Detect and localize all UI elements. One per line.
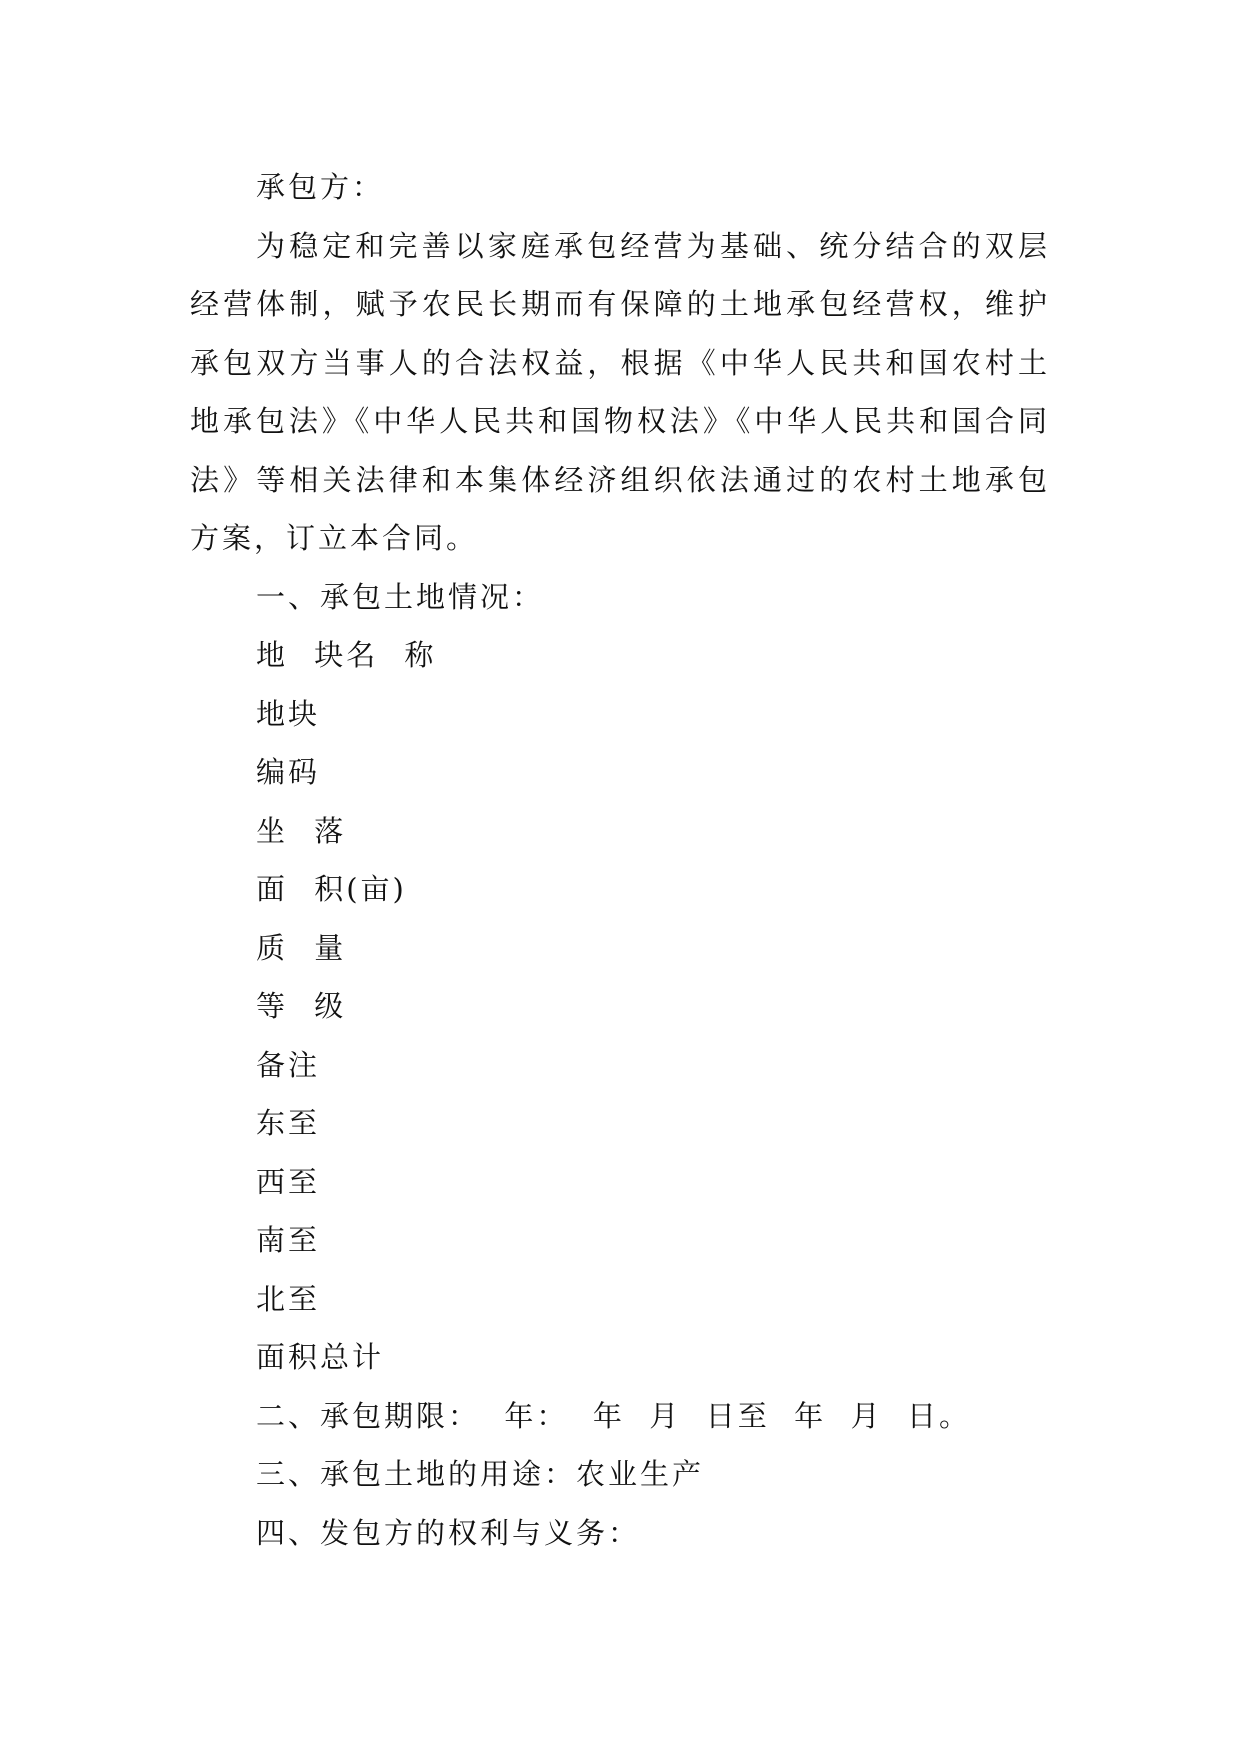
field-area: 面 积(亩) bbox=[256, 872, 407, 906]
section-2-term: 二、承包期限： 年： 年 月 日至 年 月 日。 bbox=[256, 1398, 972, 1433]
section-1-heading: 一、承包土地情况： bbox=[256, 579, 545, 614]
section-3-usage: 三、承包土地的用途：农业生产 bbox=[256, 1457, 705, 1491]
field-code: 编码 bbox=[256, 755, 321, 789]
field-north-boundary: 北至 bbox=[256, 1281, 321, 1316]
field-east-boundary: 东至 bbox=[256, 1106, 321, 1140]
field-grade: 等 级 bbox=[256, 989, 347, 1023]
field-remarks: 备注 bbox=[256, 1047, 321, 1082]
preamble-paragraph: 为稳定和完善以家庭承包经营为基础、统分结合的双层经营体制，赋予农民长期而有保障的土地承包经营权，维护承包双方当事人的合法权益，根据《中华人民共和国农村土地承包法》《中华人民共和国物权法》《中华人民共和国合同法》等相关法律和本集体经济组织依法通过的农村土地承包方案，订立本合同。 bbox=[190, 228, 1050, 555]
field-quality: 质 量 bbox=[256, 930, 347, 965]
contractor-label: 承包方： bbox=[256, 170, 385, 204]
field-plot-name: 地 块名 称 bbox=[256, 638, 437, 672]
field-location: 坐 落 bbox=[256, 813, 347, 848]
field-south-boundary: 南至 bbox=[256, 1223, 321, 1257]
document-body bbox=[190, 158, 1050, 1562]
field-plot: 地块 bbox=[256, 696, 321, 731]
field-total-area: 面积总计 bbox=[256, 1340, 385, 1374]
section-4-heading: 四、发包方的权利与义务： bbox=[256, 1515, 641, 1550]
field-west-boundary: 西至 bbox=[256, 1164, 321, 1199]
